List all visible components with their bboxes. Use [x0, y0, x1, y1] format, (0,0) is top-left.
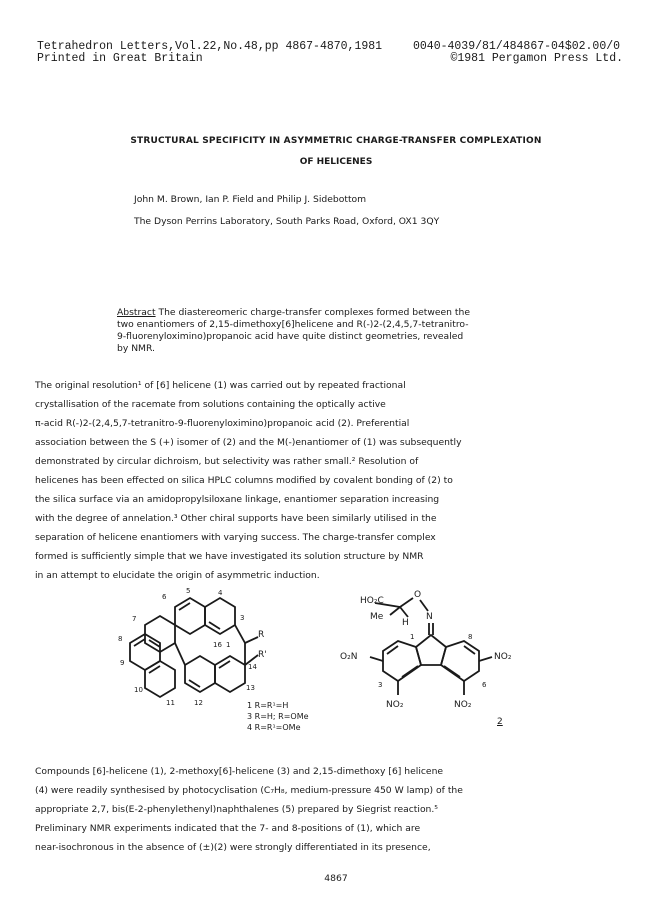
position-label: 3 — [240, 614, 245, 622]
abstract-label: Abstract — [117, 307, 156, 318]
body-line: separation of helicene enantiomers with varying success. The charge-transfer complex — [35, 532, 436, 543]
body-line: formed is sufficiently simple that we have investigated its solution structure by NMR — [35, 551, 424, 562]
carboxyl-label: HO₂C — [360, 596, 384, 606]
printed-location: Printed in Great Britain — [37, 52, 203, 65]
body-line: Compounds [6]-helicene (1), 2-methoxy[6]-helicene (3) and 2,15-dimethoxy [6] helicene — [35, 766, 444, 777]
body-line: Preliminary NMR experiments indicated that the 7- and 8-positions of (1), which are — [35, 823, 421, 834]
abstract-line-4: by NMR. — [117, 343, 155, 354]
body-line: helicenes has been effected on silica HPLC columns modified by covalent bonding of (2) to — [35, 475, 453, 486]
compound-legend-1: 1 R=R¹=H — [247, 701, 289, 710]
paper-title-line1: STRUCTURAL SPECIFICITY IN ASYMMETRIC CHARGE-TRANSFER COMPLEXATION — [130, 136, 542, 146]
page-number: 4867 — [324, 873, 348, 884]
nitro-label: NO₂ — [454, 700, 472, 710]
position-label: 9 — [120, 659, 125, 667]
position-label: 3 — [378, 681, 383, 689]
position-label: 6 — [482, 681, 487, 689]
helicene-structure-diagram — [110, 585, 310, 720]
nitro-label: O₂N — [340, 652, 358, 662]
issn-code: 0040-4039/81/484867-04$02.00/0 — [413, 40, 621, 53]
abstract-text: The diastereomeric charge-transfer complexes formed between the — [155, 307, 471, 318]
abstract-line-2: two enantiomers of 2,15-dimethoxy[6]helicene and R(-)2-(2,4,5,7-tetranitro- — [117, 319, 469, 330]
oxygen-label: O — [414, 590, 422, 600]
position-label: 14 — [248, 663, 257, 671]
position-label: 4 — [218, 589, 223, 597]
position-label: 10 — [134, 686, 143, 694]
body-line: near-isochronous in the absence of (±)(2) were strongly differentiated in its presence, — [35, 842, 431, 853]
nitrogen-label: N — [426, 612, 433, 622]
compound-legend-3: 3 R=H; R=OMe — [247, 712, 309, 721]
body-line: crystallisation of the racemate from solutions containing the optically active — [35, 399, 386, 410]
methyl-label: Me — [370, 612, 384, 622]
position-label: 8 — [118, 635, 123, 643]
body-line: in an attempt to elucidate the origin of asymmetric induction. — [35, 570, 320, 581]
body-line: demonstrated by circular dichroism, but selectivity was rather small.² Resolution of — [35, 456, 419, 467]
abstract-line-1 — [117, 307, 470, 318]
compound-number-2: 2 — [497, 717, 503, 727]
position-label: 6 — [162, 593, 167, 601]
copyright-notice: ©1981 Pergamon Press Ltd. — [450, 52, 623, 65]
body-line: the silica surface via an amidopropylsiloxane linkage, enantiomer separation increasing — [35, 494, 440, 505]
body-line: π-acid R(-)2-(2,4,5,7-tetranitro-9-fluorenyloximino)propanoic acid (2). Preferential — [35, 418, 410, 429]
compound-legend-4: 4 R=R¹=OMe — [247, 723, 301, 732]
substituent-label: R' — [258, 650, 267, 660]
position-label: 1 — [410, 633, 415, 641]
position-label: 8 — [468, 633, 473, 641]
hydrogen-label: H — [402, 618, 409, 628]
abstract-line-3: 9-fluorenyloximino)propanoic acid have quite distinct geometries, revealed — [117, 331, 464, 342]
body-line: (4) were readily synthesised by photocyclisation (C₇H₈, medium-pressure 450 W lamp) of the — [35, 785, 463, 796]
body-line: association between the S (+) isomer of (2) and the M(-)enantiomer of (1) was subsequently — [35, 437, 462, 448]
position-label: 16 — [213, 641, 222, 649]
position-label: 7 — [132, 615, 137, 623]
author-list: John M. Brown, Ian P. Field and Philip J. Sidebottom — [134, 194, 367, 205]
body-line: The original resolution¹ of [6] helicene (1) was carried out by repeated fractional — [35, 380, 406, 391]
position-label: 1 — [226, 641, 231, 649]
affiliation: The Dyson Perrins Laboratory, South Parks Road, Oxford, OX1 3QY — [134, 216, 440, 227]
position-label: 5 — [186, 587, 191, 595]
position-label: 11 — [166, 699, 175, 707]
body-line: with the degree of annelation.³ Other chiral supports have been similarly utilised in the — [35, 513, 437, 524]
substituent-label: R — [258, 630, 265, 640]
nitro-label: NO₂ — [386, 700, 404, 710]
body-line: appropriate 2,7, bis(E-2-phenylethenyl)naphthalenes (5) prepared by Siegrist reaction.⁵ — [35, 804, 438, 815]
fluorenone-structure-diagram — [340, 585, 560, 725]
journal-citation: Tetrahedron Letters,Vol.22,No.48,pp 4867-4870,1981 — [37, 40, 383, 53]
position-label: 12 — [194, 699, 203, 707]
nitro-label: NO₂ — [494, 652, 512, 662]
position-label: 13 — [246, 684, 255, 692]
paper-title-line2: OF HELICENES — [299, 157, 373, 167]
